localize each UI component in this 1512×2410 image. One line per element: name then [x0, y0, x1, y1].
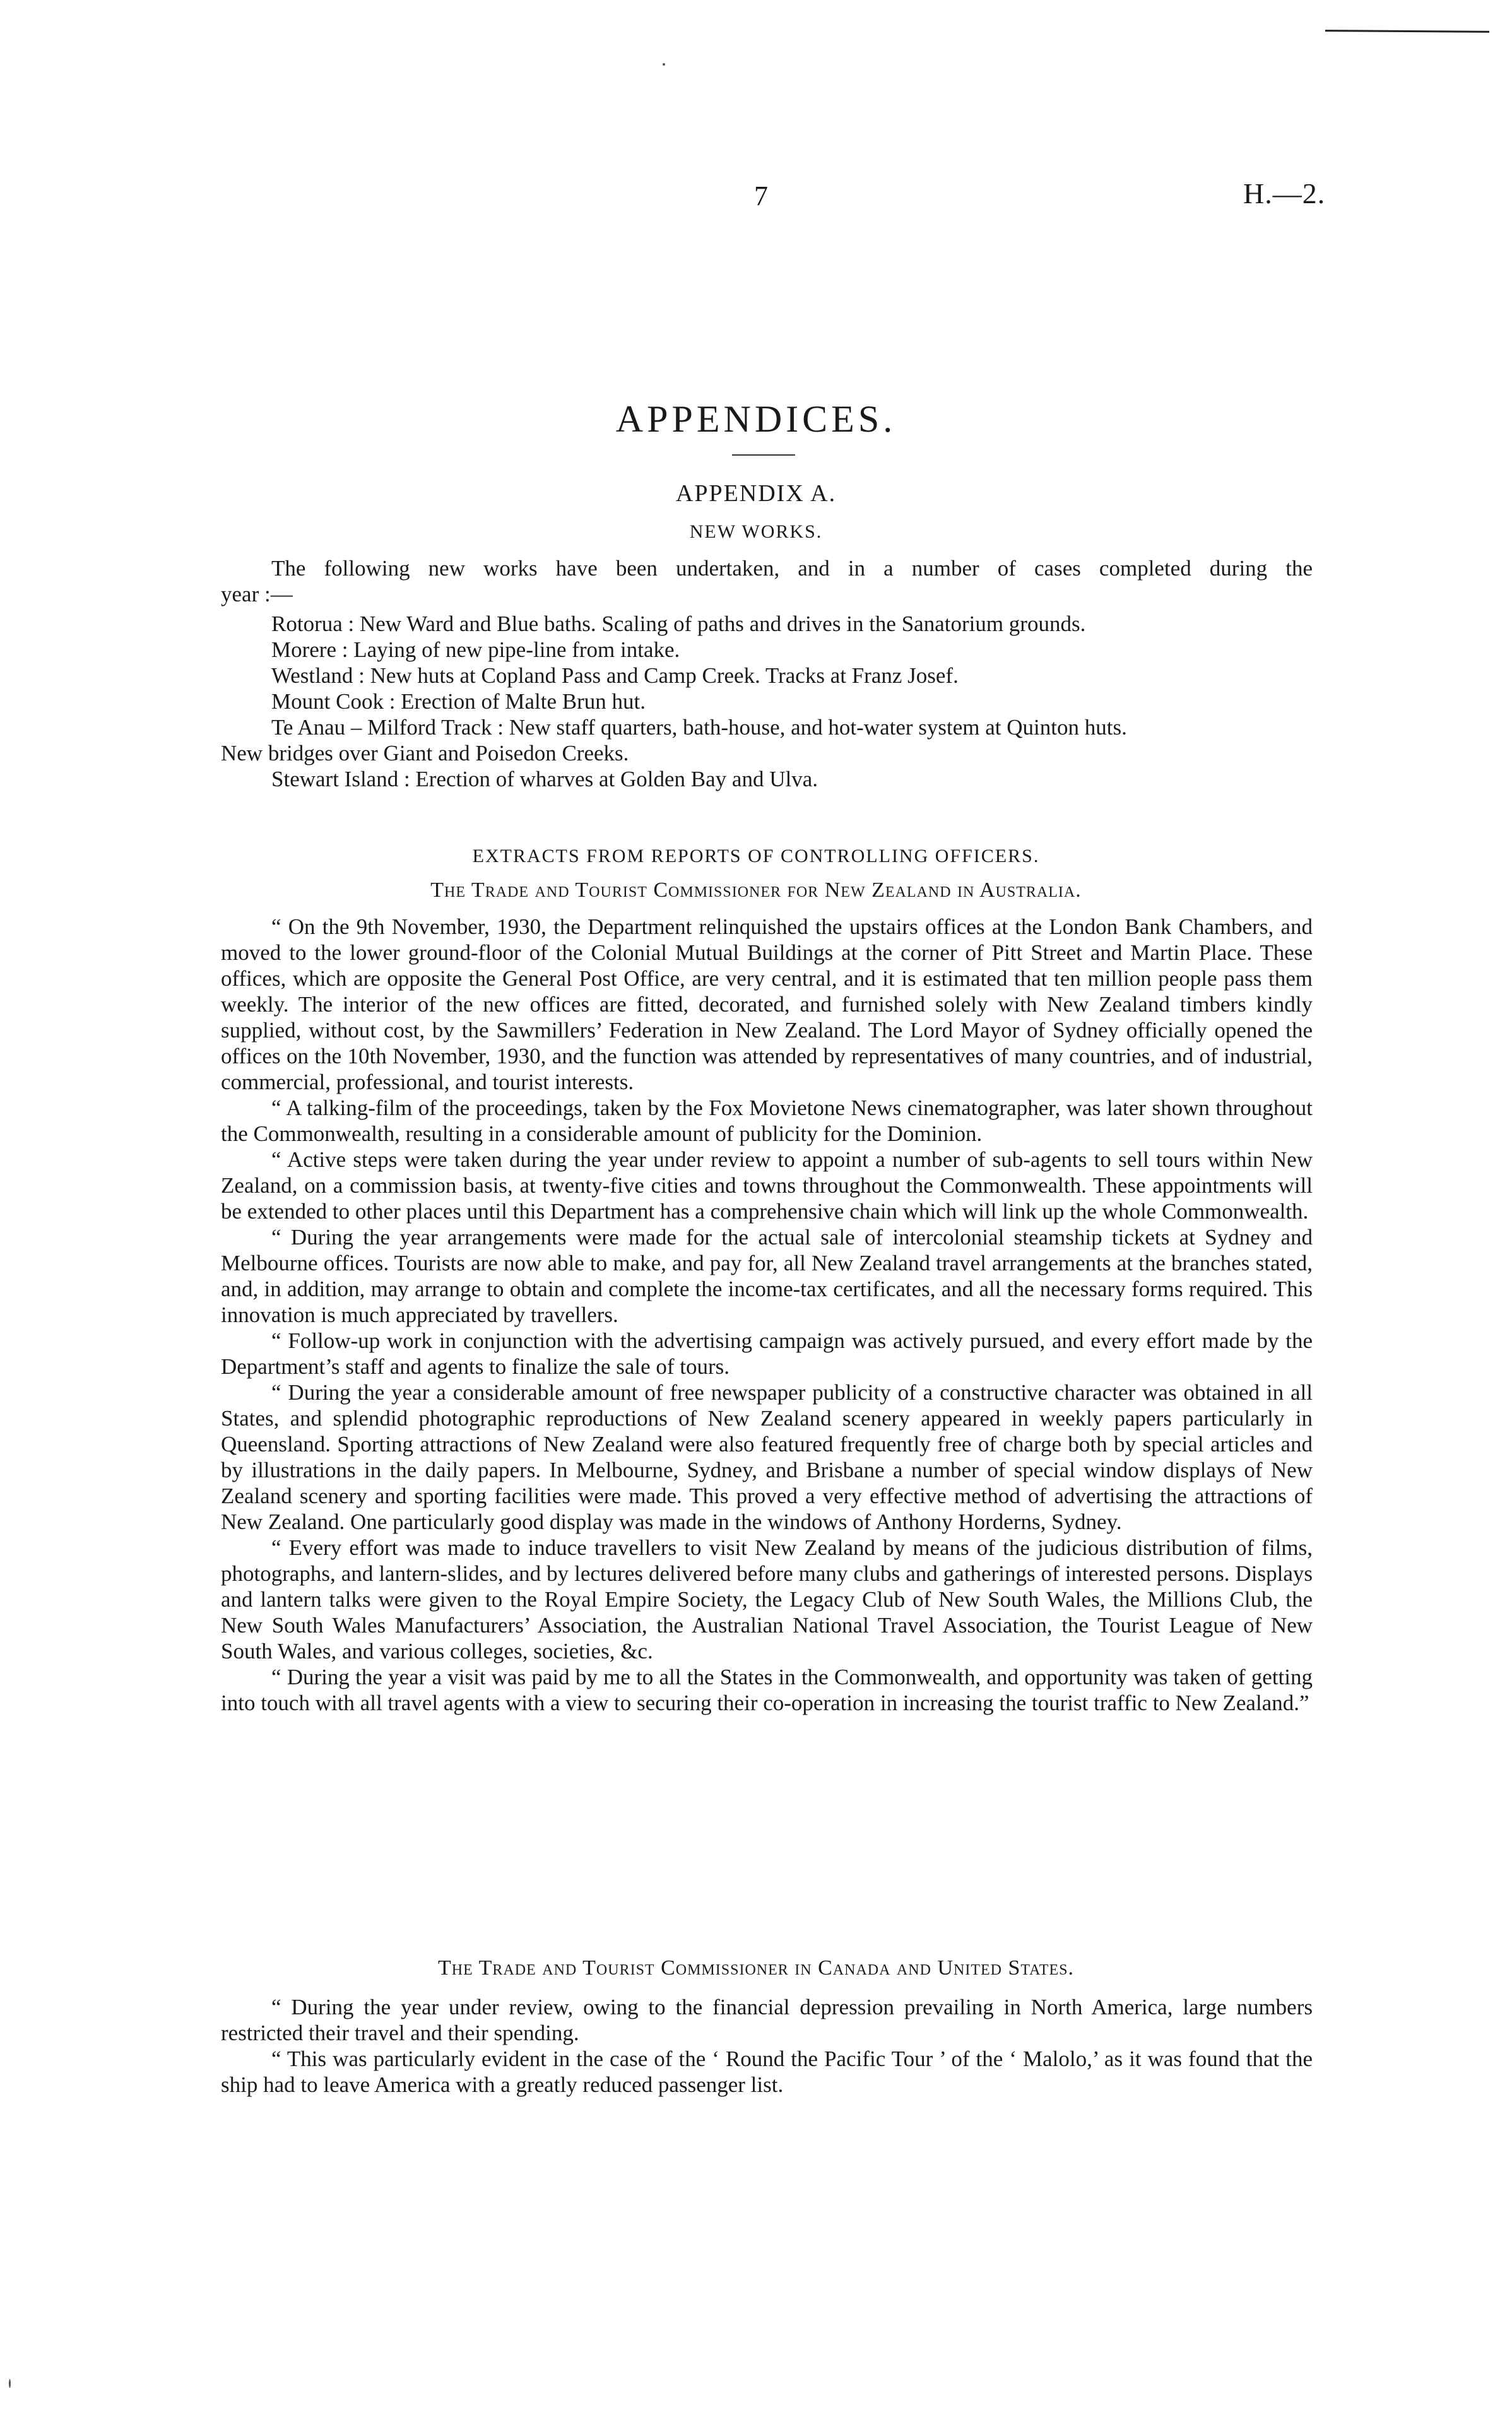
page-title: APPENDICES. — [615, 398, 897, 440]
intro-line: year :— — [221, 582, 293, 606]
works-item: Te Anau – Milford Track : New staff quarters, bath-house, and hot-water system at Quinton huts. — [271, 715, 1127, 740]
report-paragraph: “ This was particularly evident in the case of the ‘ Round the Pacific Tour ’ of the ‘ Malolo,’ as it was found that the ship had to leave America with a greatly reduced passenger list. — [221, 2047, 1313, 2097]
scan-speck — [663, 63, 665, 66]
report-paragraph: “ Every effort was made to induce travellers to visit New Zealand by means of the judicious distribution of films, photographs, and lantern-slides, and by lectures delivered before many clubs and gatherings of interested persons. Displays and lantern talks were given to the Royal Empire Society, the Legacy Club of New South Wales, the Millions Club, the New South Wales Manufacturers’ Association, the Australian National Travel Association, the Tourist League of New South Wales, and various colleges, societies, &c. — [221, 1535, 1313, 1663]
report-paragraph: “ During the year a considerable amount of free newspaper publicity of a constructive character was obtained in all States, and splendid photographic reproductions of New Zealand scenery appeared in weekly papers particularly in Queensland. Sporting attractions of New Zealand were also featured frequently free of charge both by special articles and by illustrations in the daily papers. In Melbourne, Sydney, and Brisbane a number of special window displays of New Zealand scenery and sporting facilities were made. This proved a very effective method of advertising the attractions of New Zealand. One particularly good display was made in the windows of Anthony Horderns, Sydney. — [221, 1380, 1313, 1534]
works-item: Rotorua : New Ward and Blue baths. Scaling of paths and drives in the Sanatorium grounds. — [271, 611, 1086, 636]
canada-heading: The Trade and Tourist Commissioner in Canada and United States. — [438, 1956, 1074, 1980]
extracts-heading: EXTRACTS FROM REPORTS OF CONTROLLING OFFICERS. — [472, 846, 1040, 866]
australia-report — [221, 914, 1313, 1716]
report-paragraph: “ Follow-up work in conjunction with the advertising campaign was actively pursued, and every effort made by the Department’s staff and agents to finalize the sale of tours. — [221, 1328, 1313, 1379]
title-divider — [732, 454, 795, 456]
appendix-a-heading: APPENDIX A. — [675, 480, 837, 507]
works-item: Mount Cook : Erection of Malte Brun hut. — [271, 689, 646, 714]
report-paragraph: “ During the year under review, owing to the financial depression prevailing in North America, large numbers restricted their travel and their spending. — [221, 1995, 1313, 2045]
australia-heading: The Trade and Tourist Commissioner for New Zealand in Australia. — [430, 878, 1082, 902]
new-works-section — [221, 555, 1313, 792]
report-paragraph: “ During the year arrangements were made for the actual sale of intercolonial steamship tickets at Sydney and Melbourne offices. Tourists are now able to make, and pay for, all New Zealand travel arrangements at the branches stated, and, in addition, may arrange to obtain and complete the income-tax certificates, and all the necessary forms required. This innovation is much appreciated by travellers. — [221, 1225, 1313, 1327]
scan-speck — [9, 2379, 11, 2388]
report-paragraph: “ On the 9th November, 1930, the Department relinquished the upstairs offices at the London Bank Chambers, and moved to the lower ground-floor of the Colonial Mutual Buildings at the corner of Pitt Street and Martin Place. These offices, which are opposite the General Post Office, are very central, and it is estimated that ten million people pass them weekly. The interior of the new offices are fitted, decorated, and furnished solely with New Zealand timbers kindly supplied, without cost, by the Sawmillers’ Federation in New Zealand. The Lord Mayor of Sydney officially opened the offices on the 10th November, 1930, and the function was attended by representatives of many countries, and of industrial, commercial, professional, and tourist interests. — [221, 914, 1313, 1094]
works-item: Morere : Laying of new pipe-line from intake. — [271, 637, 680, 662]
report-paragraph: “ Active steps were taken during the year under review to appoint a number of sub-agents to sell tours within New Zealand, on a commission basis, at twenty-five cities and towns throughout the Commonwealth. These appointments will be extended to other places until this Department has a comprehensive chain which will link up the whole Commonwealth. — [221, 1147, 1313, 1224]
document-code: H.—2. — [1243, 177, 1326, 210]
works-item: Stewart Island : Erection of wharves at Golden Bay and Ulva. — [271, 767, 818, 791]
new-works-heading: NEW WORKS. — [689, 521, 823, 542]
corner-rule — [1325, 30, 1489, 33]
page-number: 7 — [754, 180, 768, 211]
intro-line: The following new works have been undertaken, and in a number of cases completed during the — [271, 556, 1313, 581]
works-item: New bridges over Giant and Poisedon Creeks. — [221, 741, 629, 765]
report-paragraph: “ A talking-film of the proceedings, taken by the Fox Movietone News cinematographer, was later shown throughout the Commonwealth, resulting in a considerable amount of publicity for the Dominion. — [221, 1096, 1313, 1146]
report-paragraph: “ During the year a visit was paid by me to all the States in the Commonwealth, and opportunity was taken of getting into touch with all travel agents with a view to securing their co-operation in increasing the tourist traffic to New Zealand.” — [221, 1665, 1313, 1715]
works-item: Westland : New huts at Copland Pass and Camp Creek. Tracks at Franz Josef. — [271, 663, 959, 688]
canada-report — [221, 1994, 1313, 2098]
